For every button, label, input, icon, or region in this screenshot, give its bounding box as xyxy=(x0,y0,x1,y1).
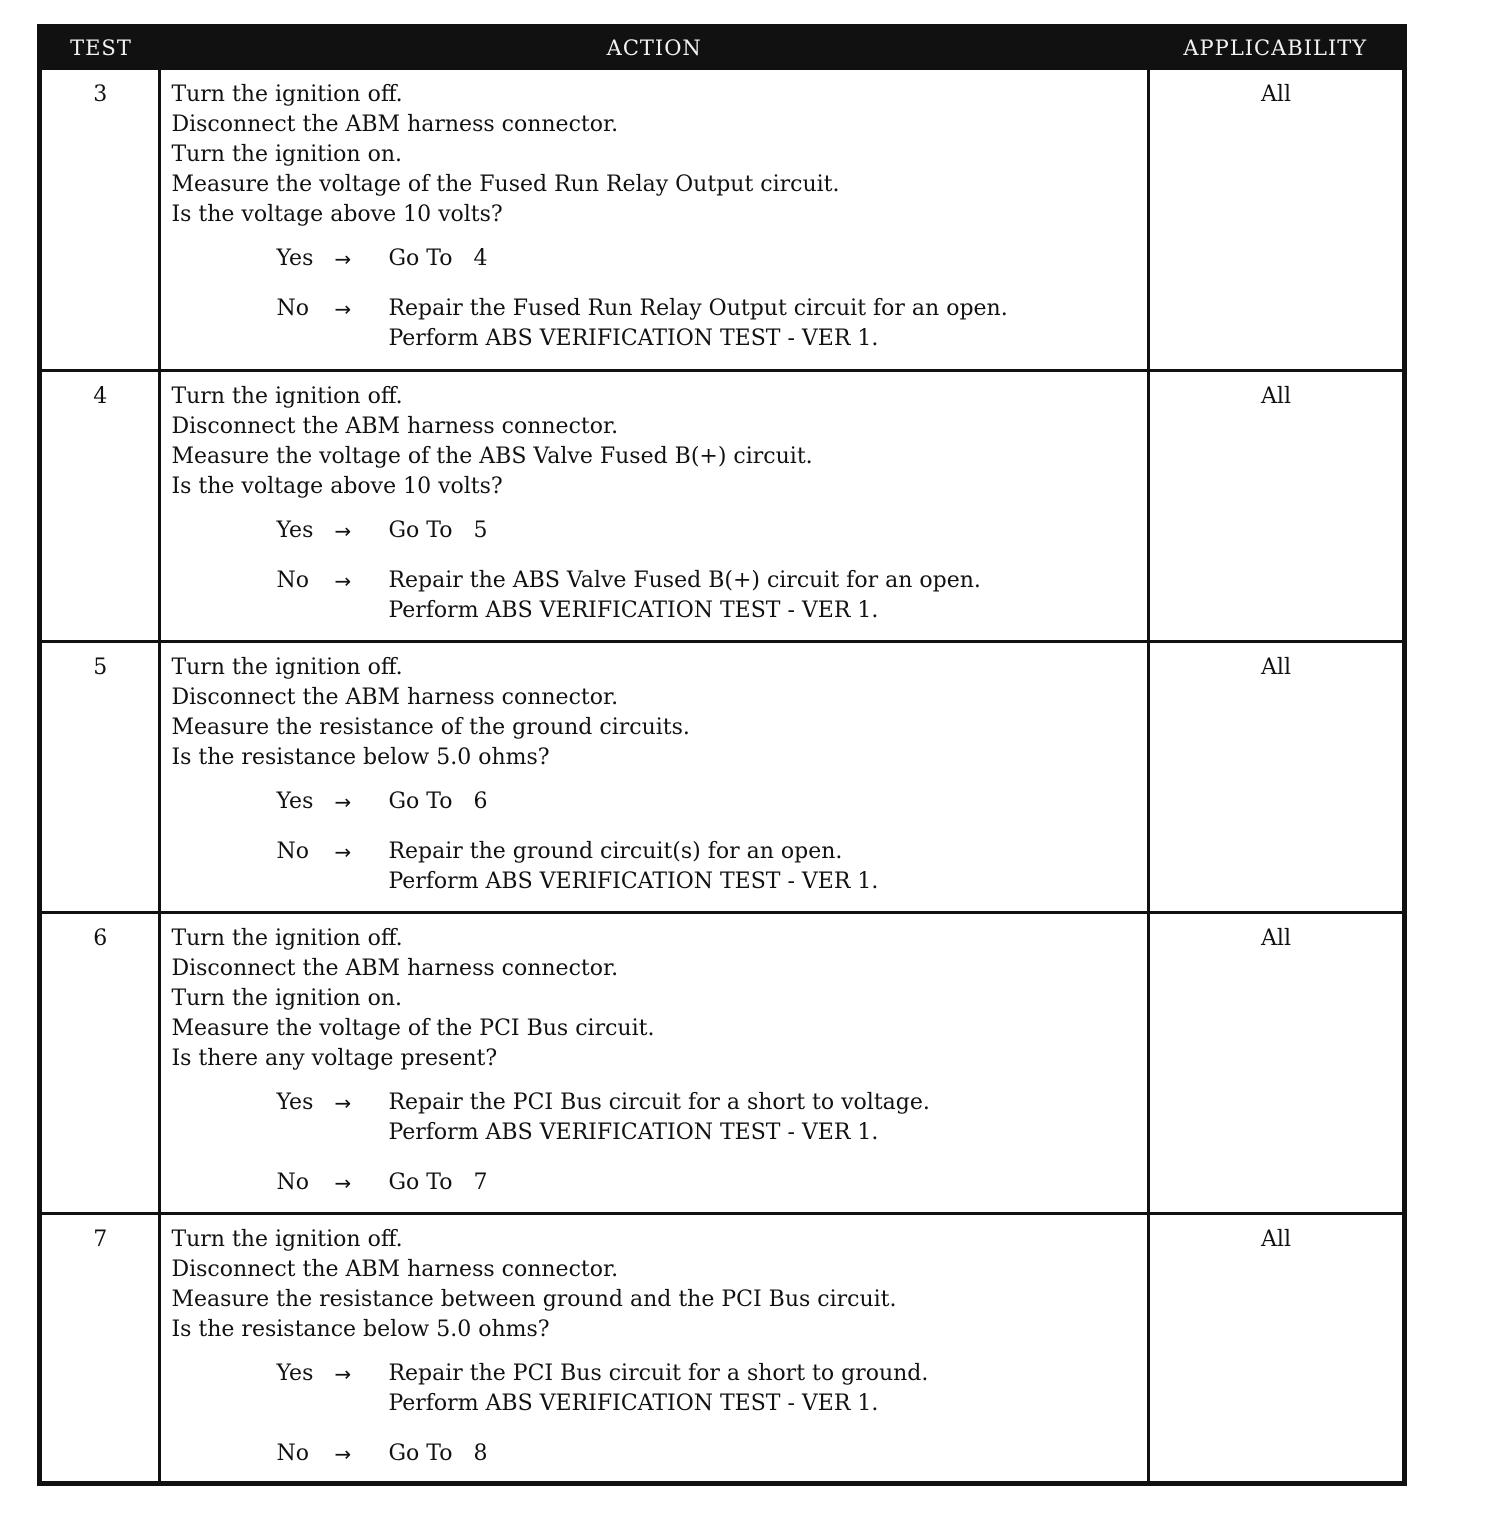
outcome-answer: No xyxy=(276,1170,309,1195)
outcome-answer: Yes xyxy=(276,1090,314,1115)
outcome-result-line: Perform ABS VERIFICATION TEST - VER 1. xyxy=(388,1391,879,1416)
outcome-answer: Yes xyxy=(276,1361,314,1386)
outcome-list xyxy=(171,1088,1139,1198)
action-step: Turn the ignition on. xyxy=(171,142,402,167)
outcome-answer: No xyxy=(276,296,309,321)
test-number: 6 xyxy=(40,913,160,1214)
outcome-result-line: Perform ABS VERIFICATION TEST - VER 1. xyxy=(388,326,879,351)
outcome-result xyxy=(388,244,487,274)
outcome-answer: No xyxy=(276,1441,309,1466)
applicability-value: All xyxy=(1149,913,1405,1214)
outcome-answer: Yes xyxy=(276,789,314,814)
outcome-result-line: Go To 6 xyxy=(388,789,488,814)
action-cell xyxy=(160,913,1149,1214)
outcome-no xyxy=(276,837,1139,897)
outcome-result xyxy=(388,516,487,546)
outcome-result-line: Go To 4 xyxy=(388,246,488,271)
outcome-yes xyxy=(276,516,1139,546)
action-step: Measure the voltage of the Fused Run Relay Output circuit. xyxy=(171,172,840,197)
action-step: Turn the ignition off. xyxy=(171,655,403,680)
outcome-result xyxy=(388,294,1007,354)
outcome-yes xyxy=(276,244,1139,274)
table-body xyxy=(40,69,1405,1484)
table-header xyxy=(40,27,1405,69)
outcome-result-line: Perform ABS VERIFICATION TEST - VER 1. xyxy=(388,869,879,894)
outcome-result xyxy=(388,566,980,626)
outcome-result-line: Repair the ground circuit(s) for an open. xyxy=(388,839,843,864)
action-step: Turn the ignition off. xyxy=(171,384,403,409)
action-step: Measure the voltage of the ABS Valve Fused B(+) circuit. xyxy=(171,444,813,469)
action-step: Is the resistance below 5.0 ohms? xyxy=(171,745,550,770)
header-applicability: APPLICABILITY xyxy=(1149,27,1405,69)
header-action: ACTION xyxy=(160,27,1149,69)
applicability-value: All xyxy=(1149,1214,1405,1484)
outcome-list xyxy=(171,787,1139,897)
outcome-result-line: Repair the Fused Run Relay Output circuit for an open. xyxy=(388,296,1008,321)
action-cell xyxy=(160,642,1149,913)
action-step: Is the voltage above 10 volts? xyxy=(171,202,503,227)
outcome-result-line: Go To 5 xyxy=(388,518,488,543)
arrow-right-icon: → xyxy=(334,519,352,543)
arrow-right-icon: → xyxy=(334,297,352,321)
action-step: Turn the ignition off. xyxy=(171,926,403,951)
diagnostic-test-table xyxy=(37,24,1407,1486)
action-step: Turn the ignition on. xyxy=(171,986,402,1011)
outcome-result xyxy=(388,787,487,817)
arrow-right-icon: → xyxy=(334,1442,352,1466)
action-step: Is there any voltage present? xyxy=(171,1046,498,1071)
outcome-no xyxy=(276,566,1139,626)
table-row xyxy=(40,371,1405,642)
action-step: Turn the ignition off. xyxy=(171,82,403,107)
table-row xyxy=(40,1214,1405,1484)
action-step: Turn the ignition off. xyxy=(171,1227,403,1252)
action-step: Disconnect the ABM harness connector. xyxy=(171,956,619,981)
action-cell xyxy=(160,371,1149,642)
outcome-answer: No xyxy=(276,839,309,864)
outcome-yes xyxy=(276,1088,1139,1148)
arrow-right-icon: → xyxy=(334,790,352,814)
arrow-right-icon: → xyxy=(334,1171,352,1195)
action-step: Measure the voltage of the PCI Bus circuit. xyxy=(171,1016,655,1041)
outcome-result-line: Repair the PCI Bus circuit for a short to voltage. xyxy=(388,1090,930,1115)
outcome-result xyxy=(388,837,878,897)
outcome-answer: No xyxy=(276,568,309,593)
outcome-list xyxy=(171,1359,1139,1469)
arrow-right-icon: → xyxy=(334,1362,352,1386)
test-number: 5 xyxy=(40,642,160,913)
outcome-no xyxy=(276,1439,1139,1469)
action-step: Is the voltage above 10 volts? xyxy=(171,474,503,499)
header-test: TEST xyxy=(40,27,160,69)
arrow-right-icon: → xyxy=(334,569,352,593)
outcome-list xyxy=(171,516,1139,626)
outcome-result xyxy=(388,1168,487,1198)
outcome-result-line: Perform ABS VERIFICATION TEST - VER 1. xyxy=(388,1120,879,1145)
action-cell xyxy=(160,1214,1149,1484)
header-row xyxy=(40,27,1405,69)
action-step: Is the resistance below 5.0 ohms? xyxy=(171,1317,550,1342)
action-step: Measure the resistance of the ground circuits. xyxy=(171,715,690,740)
action-step: Disconnect the ABM harness connector. xyxy=(171,1257,619,1282)
test-number: 3 xyxy=(40,69,160,371)
outcome-result-line: Repair the ABS Valve Fused B(+) circuit for an open. xyxy=(388,568,981,593)
applicability-value: All xyxy=(1149,371,1405,642)
action-step: Disconnect the ABM harness connector. xyxy=(171,112,619,137)
outcome-result xyxy=(388,1359,928,1419)
action-step: Measure the resistance between ground and the PCI Bus circuit. xyxy=(171,1287,897,1312)
test-number: 4 xyxy=(40,371,160,642)
outcome-result-line: Repair the PCI Bus circuit for a short to ground. xyxy=(388,1361,929,1386)
arrow-right-icon: → xyxy=(334,247,352,271)
test-number: 7 xyxy=(40,1214,160,1484)
outcome-yes xyxy=(276,787,1139,817)
outcome-answer: Yes xyxy=(276,518,314,543)
applicability-value: All xyxy=(1149,642,1405,913)
outcome-yes xyxy=(276,1359,1139,1419)
outcome-result-line: Perform ABS VERIFICATION TEST - VER 1. xyxy=(388,598,879,623)
action-cell xyxy=(160,69,1149,371)
outcome-result xyxy=(388,1088,929,1148)
outcome-no xyxy=(276,1168,1139,1198)
outcome-list xyxy=(171,244,1139,354)
applicability-value: All xyxy=(1149,69,1405,371)
action-step: Disconnect the ABM harness connector. xyxy=(171,414,619,439)
arrow-right-icon: → xyxy=(334,840,352,864)
action-step: Disconnect the ABM harness connector. xyxy=(171,685,619,710)
table-row xyxy=(40,642,1405,913)
outcome-result-line: Go To 8 xyxy=(388,1441,488,1466)
outcome-result-line: Go To 7 xyxy=(388,1170,488,1195)
outcome-no xyxy=(276,294,1139,354)
table-row xyxy=(40,913,1405,1214)
arrow-right-icon: → xyxy=(334,1091,352,1115)
table-row xyxy=(40,69,1405,371)
outcome-answer: Yes xyxy=(276,246,314,271)
outcome-result xyxy=(388,1439,487,1469)
